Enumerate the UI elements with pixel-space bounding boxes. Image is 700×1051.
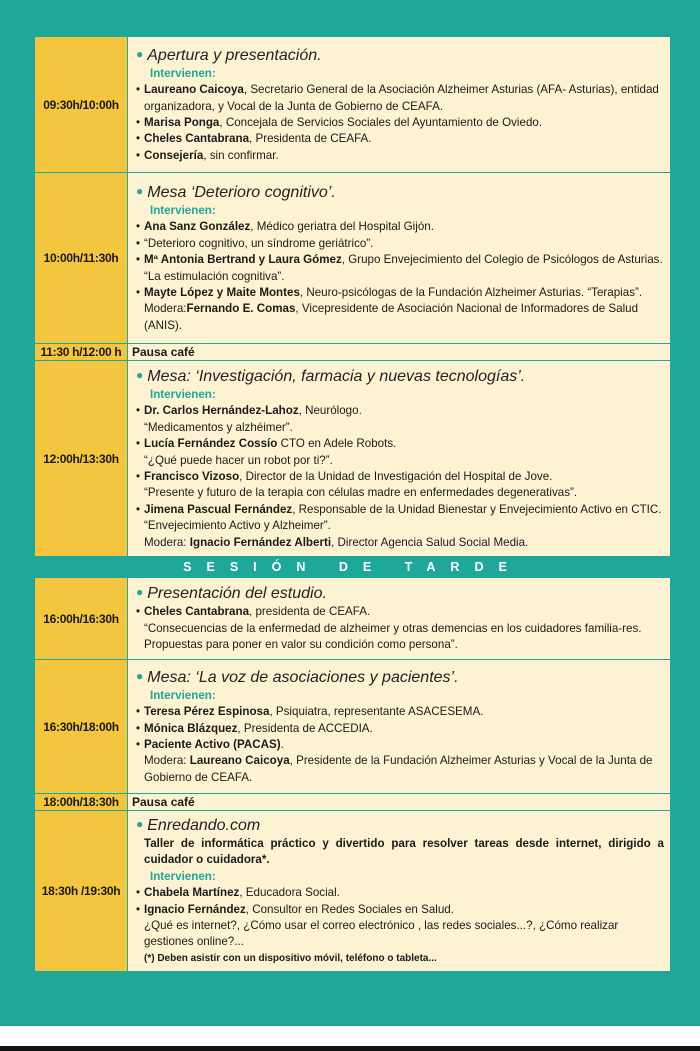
bullet-icon: ●	[136, 585, 144, 600]
speaker-item: • Consejería, sin confirmar.	[136, 148, 664, 164]
speakers-heading: Intervienen:	[150, 66, 216, 80]
session-content	[128, 811, 671, 972]
session-content	[128, 578, 671, 660]
speaker-item: • Jimena Pascual Fernández, Responsable de la Unidad Bienestar y Envejecimiento Activo en CTIC. “Envejecimiento Activo y Alzheimer”.	[136, 502, 664, 535]
speaker-list	[136, 885, 664, 918]
speaker-item: • Marisa Ponga, Concejala de Servicios Sociales del Ayuntamiento de Oviedo.	[136, 115, 664, 131]
bullet-icon: ●	[136, 367, 144, 382]
time-slot: 18:30h /19:30h	[35, 811, 128, 972]
session-content	[128, 173, 671, 344]
session-title: ● Presentación del estudio.	[136, 585, 327, 603]
speaker-item: • Mayte López y Maite Montes, Neuro-psicólogas de la Fundación Alzheimer Asturias. “Terapias”.	[136, 285, 664, 301]
speaker-item: • Mª Antonia Bertrand y Laura Gómez, Grupo Envejecimiento del Colegio de Psicólogos de Asturias. “La estimulación cognitiva”.	[136, 252, 664, 285]
schedule-row	[35, 578, 671, 660]
schedule-row	[35, 361, 671, 557]
speakers-heading: Intervienen:	[150, 688, 216, 702]
bottom-rule	[0, 1046, 700, 1051]
moderator-line: Modera: Ignacio Fernández Alberti, Director Agencia Salud Social Media.	[144, 535, 529, 549]
schedule-row	[35, 660, 671, 794]
talk-title: “Presente y futuro de la terapia con células madre en enfermedades degenerativas”.	[144, 486, 578, 500]
speaker-item: • Lucía Fernández Cossío CTO en Adele Robots. “¿Qué puede hacer un robot por ti?”.	[136, 436, 664, 469]
session-title: ● Mesa: ‘La voz de asociaciones y pacientes’.	[136, 668, 459, 686]
talk-title: “Consecuencias de la enfermedad de alzheimer y otras demencias en los cuidadores familia-res. Propuestas para poner en valor su condición como persona”.	[144, 621, 642, 652]
speakers-heading: Intervienen:	[150, 203, 216, 217]
session-header-row	[35, 557, 671, 578]
pause-row	[35, 794, 671, 811]
schedule-row	[35, 811, 671, 972]
speaker-list	[136, 219, 664, 301]
pause-label: Pausa café	[128, 344, 671, 361]
time-slot: 18:00h/18:30h	[35, 794, 128, 811]
afternoon-session-heading: SESIÓN DE TARDE	[35, 557, 671, 578]
speaker-item: • Ana Sanz González, Médico geriatra del Hospital Gijón.	[136, 219, 664, 235]
speakers-heading: Intervienen:	[150, 387, 216, 401]
session-title: ● Apertura y presentación.	[136, 46, 322, 64]
session-title: ● Mesa ‘Deterioro cognitivo’.	[136, 183, 336, 201]
speaker-item: • Mónica Blázquez, Presidenta de ACCEDIA.	[136, 721, 664, 737]
bullet-icon: ●	[136, 183, 144, 198]
footnote: (*) Deben asistir con un dispositivo móvil, teléfono o tableta...	[144, 952, 437, 964]
session-content	[128, 37, 671, 173]
time-slot: 11:30 h/12:00 h	[35, 344, 128, 361]
workshop-topics: ¿Qué es internet?, ¿Cómo usar el correo electrónico , las redes sociales...?, ¿Cómo realizar gestiones online?...	[144, 919, 619, 949]
speaker-item: • Cheles Cantabrana, presidenta de CEAFA. “Consecuencias de la enfermedad de alzheimer y otras demencias en los cuidadores familia-res. Propuestas para poner en valor su condición como persona”.	[136, 604, 664, 653]
moderator-line: Modera:Fernando E. Comas, Vicepresidente de Asociación Nacional de Informadores de Salud (ANIS).	[144, 302, 639, 332]
speaker-list	[136, 704, 664, 753]
talk-title: “¿Qué puede hacer un robot por ti?”.	[144, 453, 333, 467]
bullet-icon: ●	[136, 817, 144, 831]
session-content	[128, 660, 671, 794]
schedule-row	[35, 173, 671, 344]
schedule-row	[35, 37, 671, 173]
speaker-item: • Cheles Cantabrana, Presidenta de CEAFA.	[136, 131, 664, 147]
workshop-description: Taller de informática práctico y divertido para resolver tareas desde internet, dirigido a cuidador o cuidadora*.	[144, 837, 664, 867]
moderator-line: Modera: Laureano Caicoya, Presidente de la Fundación Alzheimer Asturias y Vocal de la Junta de Gobierno de CEAFA.	[144, 754, 653, 784]
pause-row	[35, 344, 671, 361]
time-slot: 16:00h/16:30h	[35, 578, 128, 660]
session-title: ● Mesa: ‘Investigación, farmacia y nuevas tecnologías’.	[136, 367, 526, 385]
talk-title: • “Deterioro cognitivo, un síndrome geriátrico”.	[136, 236, 664, 252]
session-title: ● Enredando.com	[136, 817, 261, 834]
speaker-item: • Teresa Pérez Espinosa, Psiquiatra, representante ASACESEMA.	[136, 704, 664, 720]
time-slot: 16:30h/18:00h	[35, 660, 128, 794]
speaker-item: • Ignacio Fernández, Consultor en Redes Sociales en Salud.	[136, 902, 664, 918]
speakers-heading: Intervienen:	[150, 869, 216, 883]
speaker-item: • Chabela Martínez, Educadora Social.	[136, 885, 664, 901]
speaker-item: • Paciente Activo (PACAS).	[136, 737, 664, 753]
time-slot: 12:00h/13:30h	[35, 361, 128, 557]
bullet-icon: ●	[136, 46, 144, 61]
speaker-list	[136, 604, 664, 653]
time-slot: 09:30h/10:00h	[35, 37, 128, 173]
program-table	[34, 36, 671, 972]
time-slot: 10:00h/11:30h	[35, 173, 128, 344]
speaker-item: • Laureano Caicoya, Secretario General de la Asociación Alzheimer Asturias (AFA- Asturias), entidad organizadora, y Vocal de la Junta de Gobierno de CEAFA.	[136, 82, 664, 115]
speaker-list	[136, 403, 664, 534]
pause-label: Pausa café	[128, 794, 671, 811]
talk-title: “Medicamentos y alzhéimer”.	[144, 420, 293, 434]
speaker-list	[136, 82, 664, 164]
bullet-icon: ●	[136, 668, 144, 683]
speaker-item: • Dr. Carlos Hernández-Lahoz, Neurólogo. “Medicamentos y alzhéimer”.	[136, 403, 664, 436]
speaker-item: • Francisco Vizoso, Director de la Unidad de Investigación del Hospital de Jove. “Presente y futuro de la terapia con células madre en enfermedades degenerativas”.	[136, 469, 664, 502]
session-content	[128, 361, 671, 557]
